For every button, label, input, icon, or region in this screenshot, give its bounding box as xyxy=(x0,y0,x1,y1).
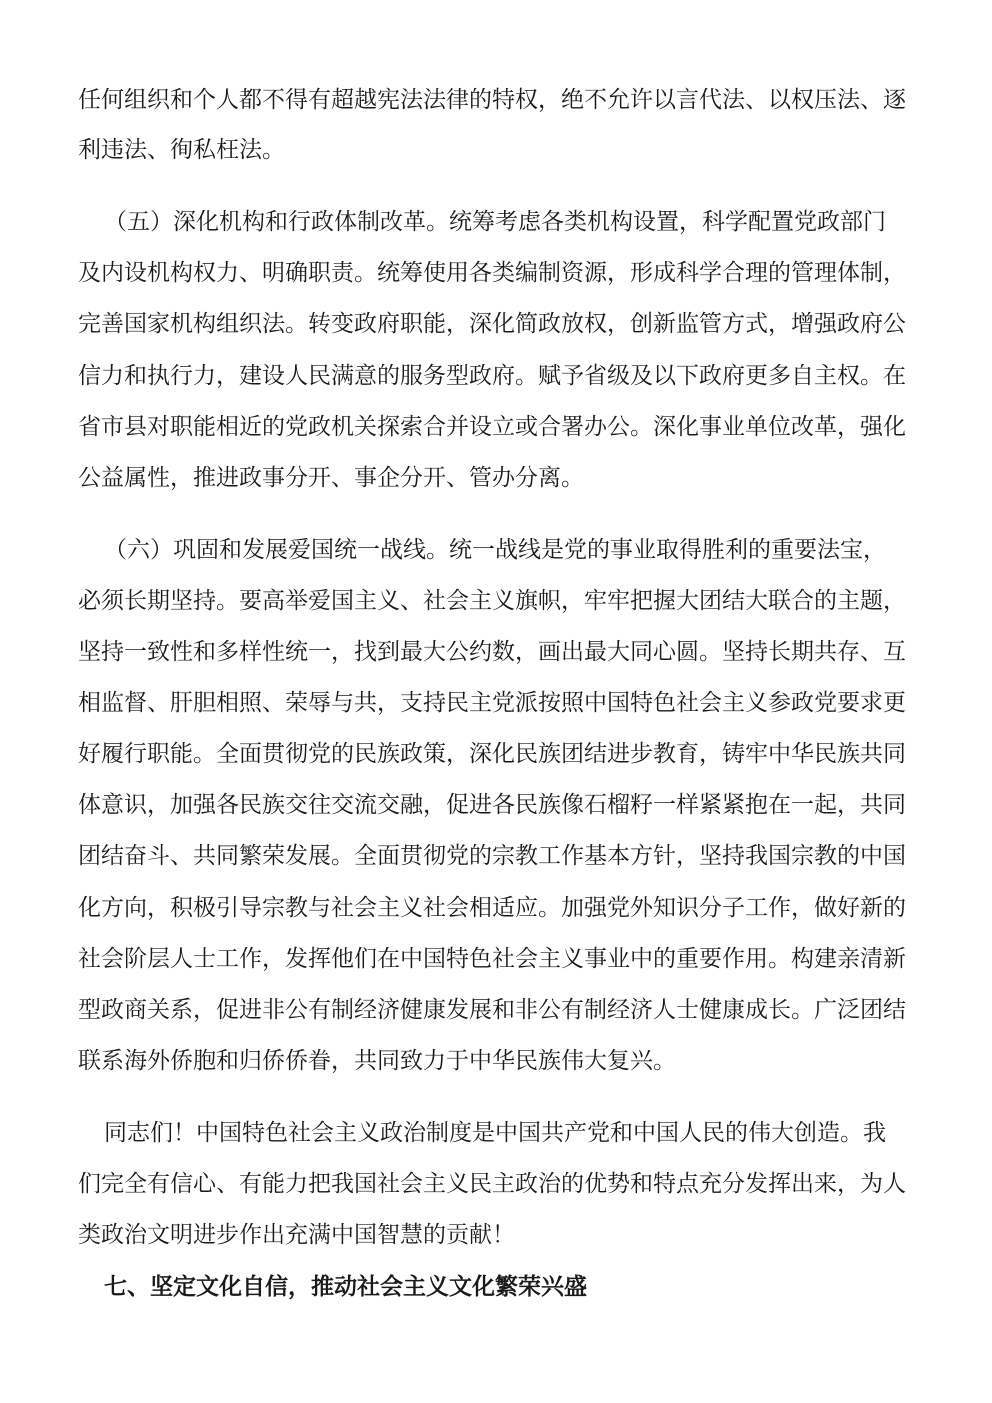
text-line: 们完全有信心、有能力把我国社会主义民主政治的优势和特点充分发挥出来，为人 xyxy=(78,1171,906,1197)
text-line: 型政商关系，促进非公有制经济健康发展和非公有制经济人士健康成长。广泛团结 xyxy=(78,997,906,1023)
text-line: 同志们！中国特色社会主义政治制度是中国共产党和中国人民的伟大创造。我 xyxy=(104,1120,886,1146)
text-line: 社会阶层人士工作，发挥他们在中国特色社会主义事业中的重要作用。构建亲清新 xyxy=(78,946,906,972)
text-line: 类政治文明进步作出充满中国智慧的贡献！ xyxy=(78,1222,515,1248)
text-line: 利违法、徇私枉法。 xyxy=(78,137,285,163)
text-line: 坚持一致性和多样性统一，找到最大公约数，画出最大同心圆。坚持长期共存、互 xyxy=(78,639,906,665)
text-line: 相监督、肝胆相照、荣辱与共，支持民主党派按照中国特色社会主义参政党要求更 xyxy=(78,690,906,716)
section-heading: 七、坚定文化自信，推动社会主义文化繁荣兴盛 xyxy=(104,1273,587,1300)
text-line: 团结奋斗、共同繁荣发展。全面贯彻党的宗教工作基本方针，坚持我国宗教的中国 xyxy=(78,843,906,869)
text-line: 体意识，加强各民族交往交流交融，促进各民族像石榴籽一样紧紧抱在一起，共同 xyxy=(78,792,906,818)
text-line: 任何组织和个人都不得有超越宪法法律的特权，绝不允许以言代法、以权压法、逐 xyxy=(78,87,906,113)
text-line: （五）深化机构和行政体制改革。统筹考虑各类机构设置，科学配置党政部门 xyxy=(104,209,886,235)
text-line: 省市县对职能相近的党政机关探索合并设立或合署办公。深化事业单位改革，强化 xyxy=(78,414,906,440)
text-line: 公益属性，推进政事分开、事企分开、管办分离。 xyxy=(78,465,584,491)
text-line: 完善国家机构组织法。转变政府职能，深化简政放权，创新监管方式，增强政府公 xyxy=(78,311,906,337)
text-line: （六）巩固和发展爱国统一战线。统一战线是党的事业取得胜利的重要法宝， xyxy=(104,537,886,563)
text-line: 必须长期坚持。要高举爱国主义、社会主义旗帜，牢牢把握大团结大联合的主题， xyxy=(78,588,906,614)
text-line: 联系海外侨胞和归侨侨眷，共同致力于中华民族伟大复兴。 xyxy=(78,1048,676,1074)
text-line: 化方向，积极引导宗教与社会主义社会相适应。加强党外知识分子工作，做好新的 xyxy=(78,895,906,921)
text-line: 信力和执行力，建设人民满意的服务型政府。赋予省级及以下政府更多自主权。在 xyxy=(78,363,906,389)
text-line: 及内设机构权力、明确职责。统筹使用各类编制资源，形成科学合理的管理体制， xyxy=(78,260,906,286)
text-line: 好履行职能。全面贯彻党的民族政策，深化民族团结进步教育，铸牢中华民族共同 xyxy=(78,741,906,767)
